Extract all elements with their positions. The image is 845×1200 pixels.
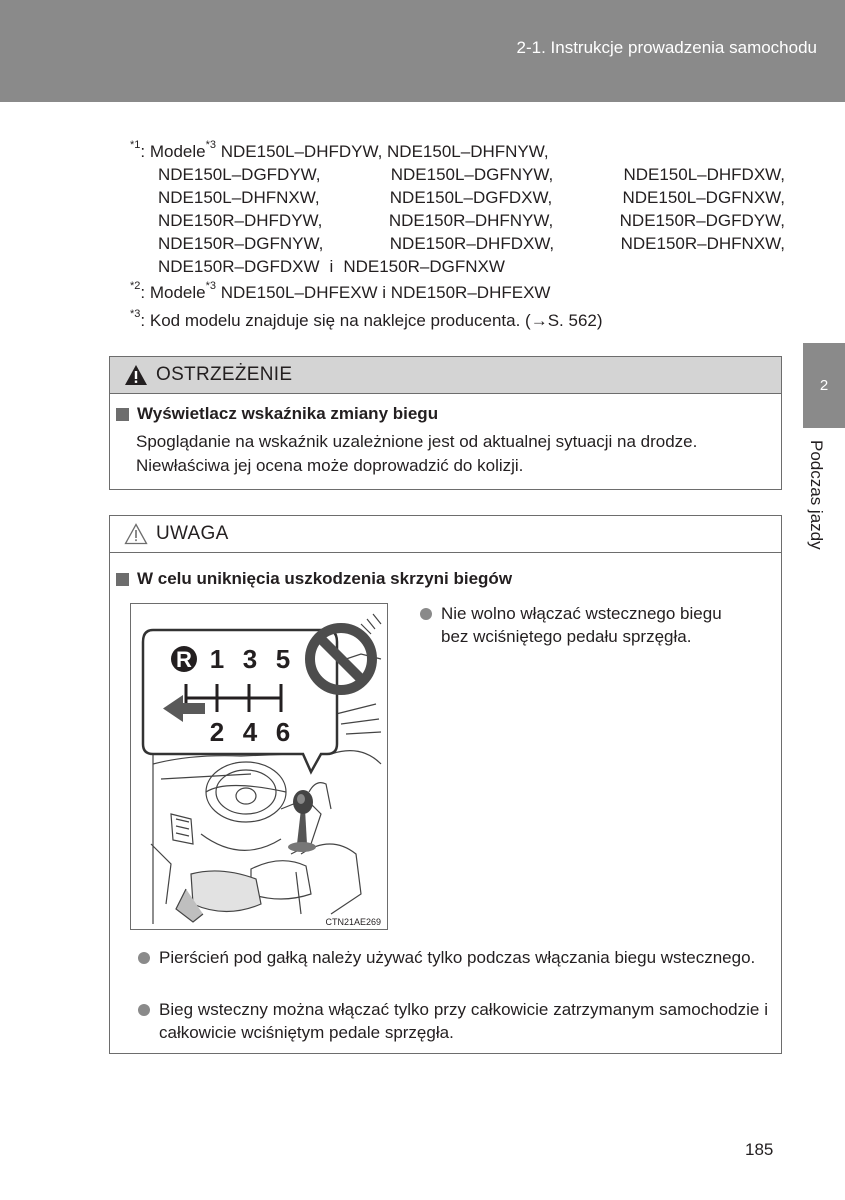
bullet-dot-icon xyxy=(420,608,432,620)
reverse-gear-label: R xyxy=(176,647,192,672)
caution-triangle-icon xyxy=(124,523,148,545)
model-code: NDE150L–DGFNXW, xyxy=(622,188,785,207)
warning-section-title xyxy=(116,402,767,426)
model-row xyxy=(158,186,785,209)
model-code: NDE150R–DGFDYW, xyxy=(619,211,785,230)
footnote-text: : Kod modelu znajduje się na naklejce producenta. ( xyxy=(140,311,531,330)
footnote-label: : Modele xyxy=(140,283,206,302)
model-row xyxy=(158,163,785,186)
gear-number: 6 xyxy=(275,717,291,747)
bullet-item xyxy=(138,998,768,1044)
footnote-ref: *3 xyxy=(205,280,217,292)
warning-heading: OSTRZEŻENIE xyxy=(156,364,293,385)
model-code: NDE150R–DGFNYW, xyxy=(158,234,324,253)
model-code: NDE150L–DHFDXW, xyxy=(623,165,785,184)
notice-section-title xyxy=(116,567,767,591)
square-bullet-icon xyxy=(116,408,129,421)
bullet-dot-icon xyxy=(138,952,150,964)
footnote-3 xyxy=(130,309,785,332)
footnote-mark: *1 xyxy=(130,139,141,151)
warning-text-line: Niewłaściwa jej ocena może doprowadzić do kolizji. xyxy=(136,456,524,475)
conjunction: i xyxy=(329,257,334,276)
square-bullet-icon xyxy=(116,573,129,586)
chapter-number: 2 xyxy=(819,377,829,394)
warning-box xyxy=(109,356,782,490)
page-number: 185 xyxy=(745,1140,774,1159)
model-row xyxy=(158,209,785,232)
bullet-item xyxy=(138,946,768,969)
footnote-mark: *2 xyxy=(130,280,141,292)
gear-number: 4 xyxy=(242,717,258,747)
model-row xyxy=(158,255,785,278)
model-code: NDE150R–DHFDXW, xyxy=(389,234,555,253)
notice-body xyxy=(110,553,781,591)
side-bullet-line: Nie wolno włączać wstecznego biegu xyxy=(441,604,722,623)
footnote-1 xyxy=(130,140,785,278)
footnote-2 xyxy=(130,281,785,304)
side-bullet-text xyxy=(441,602,722,648)
footnote-mark: *3 xyxy=(130,308,141,320)
bullet-text: Pierścień pod gałką należy używać tylko podczas włączania biegu wstecznego. xyxy=(159,948,756,967)
side-bullet xyxy=(420,602,770,648)
chapter-tab xyxy=(803,343,845,428)
warning-section-title-text: Wyświetlacz wskaźnika zmiany biegu xyxy=(137,404,439,423)
gear-number: 2 xyxy=(209,717,225,747)
model-code: NDE150R–DHFNXW, xyxy=(620,234,785,253)
section-title: 2-1. Instrukcje prowadzenia samochodu xyxy=(516,38,817,57)
side-bullet-line: bez wciśniętego pedału sprzęgła. xyxy=(441,627,692,646)
warning-header xyxy=(110,357,781,394)
model-list xyxy=(130,163,785,278)
arrow-icon: → xyxy=(530,311,548,330)
footnotes xyxy=(130,140,785,332)
page-header xyxy=(0,0,845,102)
notice-header xyxy=(110,516,781,553)
gearshift-drawing xyxy=(131,604,387,929)
model-code: NDE150L–DHFNXW, xyxy=(158,188,320,207)
warning-body xyxy=(110,394,781,478)
notice-section-title-text: W celu uniknięcia uszkodzenia skrzyni biegów xyxy=(137,569,513,588)
warning-text-line: Spoglądanie na wskaźnik uzależnione jest od aktualnej sytuacji na drodze. xyxy=(136,432,698,451)
footnote-label: : Modele xyxy=(140,142,206,161)
warning-text xyxy=(116,430,767,478)
model-code: NDE150R–DGFNXW xyxy=(343,257,505,276)
footnote-models: NDE150L–DHFEXW i NDE150R–DHFEXW xyxy=(220,283,551,302)
model-code: NDE150R–DHFDYW, xyxy=(158,211,323,230)
chapter-label: Podczas jazdy xyxy=(807,440,826,550)
notice-heading: UWAGA xyxy=(156,523,229,544)
gear-number: 1 xyxy=(209,644,225,674)
gear-number: 3 xyxy=(242,644,258,674)
illustration-code: CTN21AE269 xyxy=(325,917,381,927)
model-code: NDE150L–DGFDYW, xyxy=(158,165,321,184)
bullet-text: Bieg wsteczny można włączać tylko przy całkowicie zatrzymanym samochodzie i całkowicie wciśniętym pedale sprzęgła. xyxy=(159,1000,768,1042)
gearshift-illustration xyxy=(130,603,388,930)
footnote-models: NDE150L–DHFDYW, NDE150L–DHFNYW, xyxy=(220,142,549,161)
gear-number: 5 xyxy=(275,644,291,674)
page-reference[interactable]: S. 562) xyxy=(547,311,603,330)
model-row xyxy=(158,232,785,255)
model-code: NDE150R–DGFDXW xyxy=(158,257,320,276)
warning-triangle-icon xyxy=(124,364,148,386)
model-code: NDE150L–DGFNYW, xyxy=(390,165,554,184)
bullet-dot-icon xyxy=(138,1004,150,1016)
model-code: NDE150R–DHFNYW, xyxy=(388,211,554,230)
footnote-ref: *3 xyxy=(205,139,217,151)
model-code: NDE150L–DGFDXW, xyxy=(389,188,553,207)
